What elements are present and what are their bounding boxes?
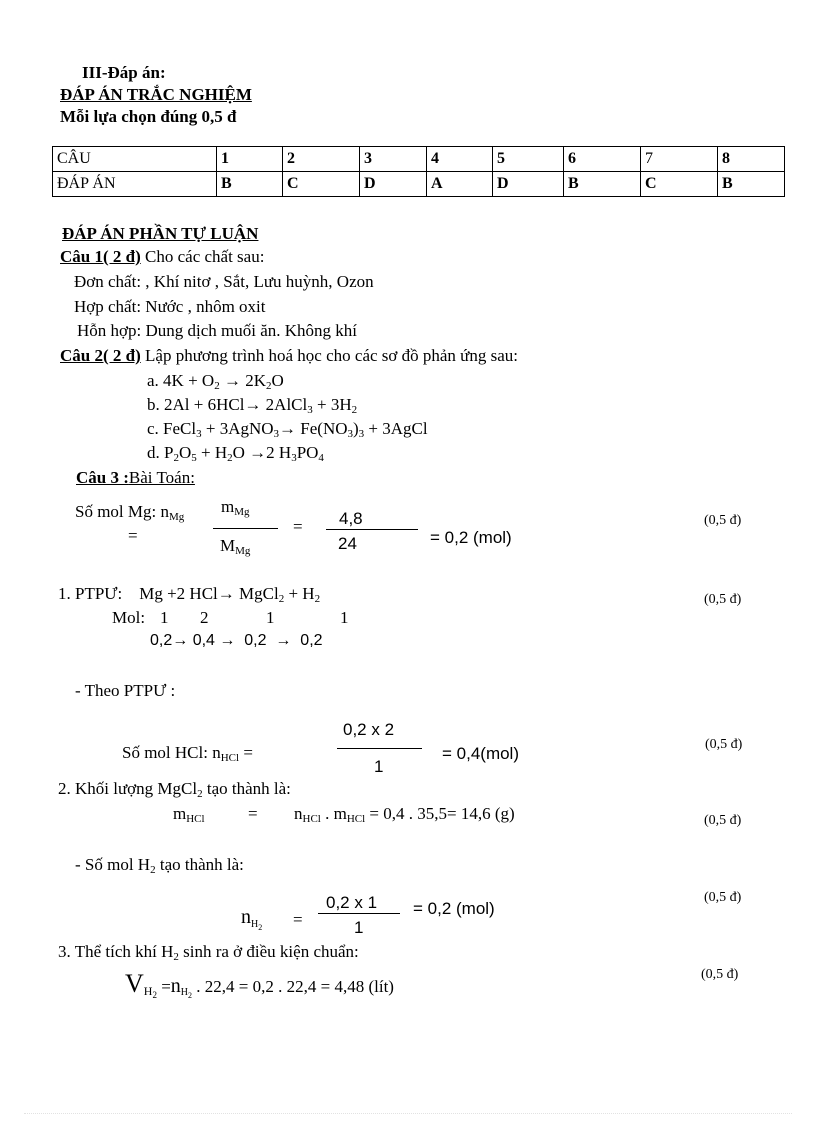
- equation-c: c. FeCl$_3$ + 3AgNO$_3$→ $Fe(NO_3)_3$ + 3AgCl: [147, 419, 428, 440]
- q1-label: Câu 1( 2 đ): [60, 247, 141, 266]
- volume-formula: $V_{H_2} =n_{H_2}$ . 22,4 = 0,2 . 22,4 = 4,48 (lít): [125, 969, 394, 1000]
- score-mark: (0,5 đ): [701, 967, 739, 982]
- answer-letter: C: [641, 172, 718, 197]
- q2-text: Lập phương trình hoá học cho các sơ đồ phản ứng sau:: [145, 346, 519, 365]
- question-number: 1: [217, 147, 283, 172]
- mol-ratio: 2: [200, 608, 209, 627]
- q1-line-compounds: Hợp chất: Nước , nhôm oxit: [74, 297, 266, 316]
- page-bottom-rule: [24, 1113, 792, 1114]
- mol-mg-equals: =: [128, 526, 138, 545]
- mc-title: ĐÁP ÁN TRẮC NGHIỆM: [60, 85, 252, 104]
- score-mark: (0,5 đ): [704, 890, 742, 905]
- row-label-answer: ĐÁP ÁN: [53, 172, 217, 197]
- ptpu-line: 1. PTPƯ: Mg +2 HCl→ MgCl$_2$ + $H_2$: [58, 584, 321, 605]
- mass-formula: $n_{HCl}$ . $m_{HCl} = 0,4$ . 35,5= 14,6 (g): [294, 804, 515, 825]
- score-mark: (0,5 đ): [705, 737, 743, 752]
- mass-heading: 2. Khối lượng MgCl$_2$ tạo thành là:: [58, 779, 291, 800]
- frac-h2-numerator: 0,2 x 1: [326, 893, 378, 912]
- answer-letter: B: [564, 172, 641, 197]
- mol-ratio: 1: [266, 608, 275, 627]
- mol-prefix: Mol:: [112, 608, 146, 627]
- mol-ratio: 1: [160, 608, 169, 627]
- q2-label: Câu 2( 2 đ): [60, 346, 141, 365]
- frac-h2-denominator: 1: [354, 918, 364, 937]
- mol-mg-label: Số mol Mg: $n_{Mg}$: [75, 502, 185, 523]
- mol-h2-result: = 0,2 (mol): [413, 899, 495, 918]
- q3-label: Câu 3 :: [76, 468, 129, 487]
- question-number: 8: [718, 147, 785, 172]
- score-mark: (0,5 đ): [704, 592, 742, 607]
- equation-b: b. 2Al + 6HCl→ 2AlCl$_3$ + $3H_2$: [147, 395, 358, 416]
- mol-hcl-label: Số mol HCl: $n_{HCl}$ =: [122, 743, 253, 764]
- q3-text: Bài Toán:: [128, 468, 195, 487]
- q1-line-mixtures: Hỗn hợp: Dung dịch muối ăn. Không khí: [77, 321, 358, 340]
- mol-amounts: 0,2→ 0,4 → 0,2 → 0,2: [150, 632, 323, 649]
- mass-m: $m_{HCl}$: [173, 804, 205, 825]
- frac-hcl-line: [337, 748, 422, 749]
- mass-equals: =: [248, 804, 258, 823]
- nh2-equals: =: [293, 910, 303, 929]
- equation-a: a. $4K + O_2 \to 2K_2O$: [147, 371, 284, 392]
- frac-hcl-denominator: 1: [374, 757, 384, 776]
- frac-48-numerator: 4,8: [339, 509, 363, 528]
- q1-text: Cho các chất sau:: [145, 247, 265, 266]
- mol-mg-result: = 0,2 (mol): [430, 528, 512, 547]
- answer-table: [52, 146, 785, 197]
- frac-mg-line: [213, 528, 278, 529]
- answer-letter: D: [360, 172, 427, 197]
- row-label-question: CÂU: [53, 147, 217, 172]
- q1-heading: [60, 247, 264, 267]
- equation-d: d. $P_2O_5 + H_2O \to 2$ $H_3PO_4$: [147, 443, 324, 464]
- essay-title: ĐÁP ÁN PHẦN TỰ LUẬN: [62, 224, 259, 243]
- answer-letter: B: [217, 172, 283, 197]
- score-mark: (0,5 đ): [704, 813, 742, 828]
- answer-letter: D: [493, 172, 564, 197]
- question-number: 5: [493, 147, 564, 172]
- q3-heading: [76, 468, 195, 488]
- q1-line-elements: Đơn chất: , Khí nitơ , Sắt, Lưu huỳnh, Ozon: [74, 272, 374, 291]
- section-title: III-Đáp án:: [82, 63, 166, 82]
- answer-letter: A: [427, 172, 493, 197]
- frac-hcl-numerator: 0,2 x 2: [343, 720, 395, 739]
- frac-mg-denominator: $M_{Mg}$: [220, 536, 251, 557]
- frac-mg-numerator: $m_{Mg}$: [221, 497, 250, 518]
- mol-ratio: 1: [340, 608, 349, 627]
- q2-heading: [60, 346, 518, 366]
- mc-note: Mỗi lựa chọn đúng 0,5 đ: [60, 107, 237, 126]
- score-mark: (0,5 đ): [704, 513, 742, 528]
- answer-row: [53, 172, 785, 197]
- mol-h2-heading: - Số mol $H_2$ tạo thành là:: [75, 855, 244, 876]
- question-number: 4: [427, 147, 493, 172]
- nh2-label: $n_{H_2}$: [241, 906, 263, 932]
- volume-heading: 3. Thể tích khí $H_2$ sinh ra ở điều kiện chuẩn:: [58, 942, 359, 963]
- mol-hcl-result: = 0,4(mol): [442, 744, 519, 763]
- question-row: [53, 147, 785, 172]
- frac-48-line: [326, 529, 418, 530]
- answer-letter: B: [718, 172, 785, 197]
- question-number: 2: [283, 147, 360, 172]
- question-number: 3: [360, 147, 427, 172]
- answer-letter: C: [283, 172, 360, 197]
- question-number: 6: [564, 147, 641, 172]
- question-number: 7: [641, 147, 718, 172]
- frac-equals: =: [293, 517, 303, 536]
- frac-48-denominator: 24: [338, 534, 357, 553]
- theo-ptpu: - Theo PTPƯ :: [75, 681, 176, 700]
- frac-h2-line: [318, 913, 400, 914]
